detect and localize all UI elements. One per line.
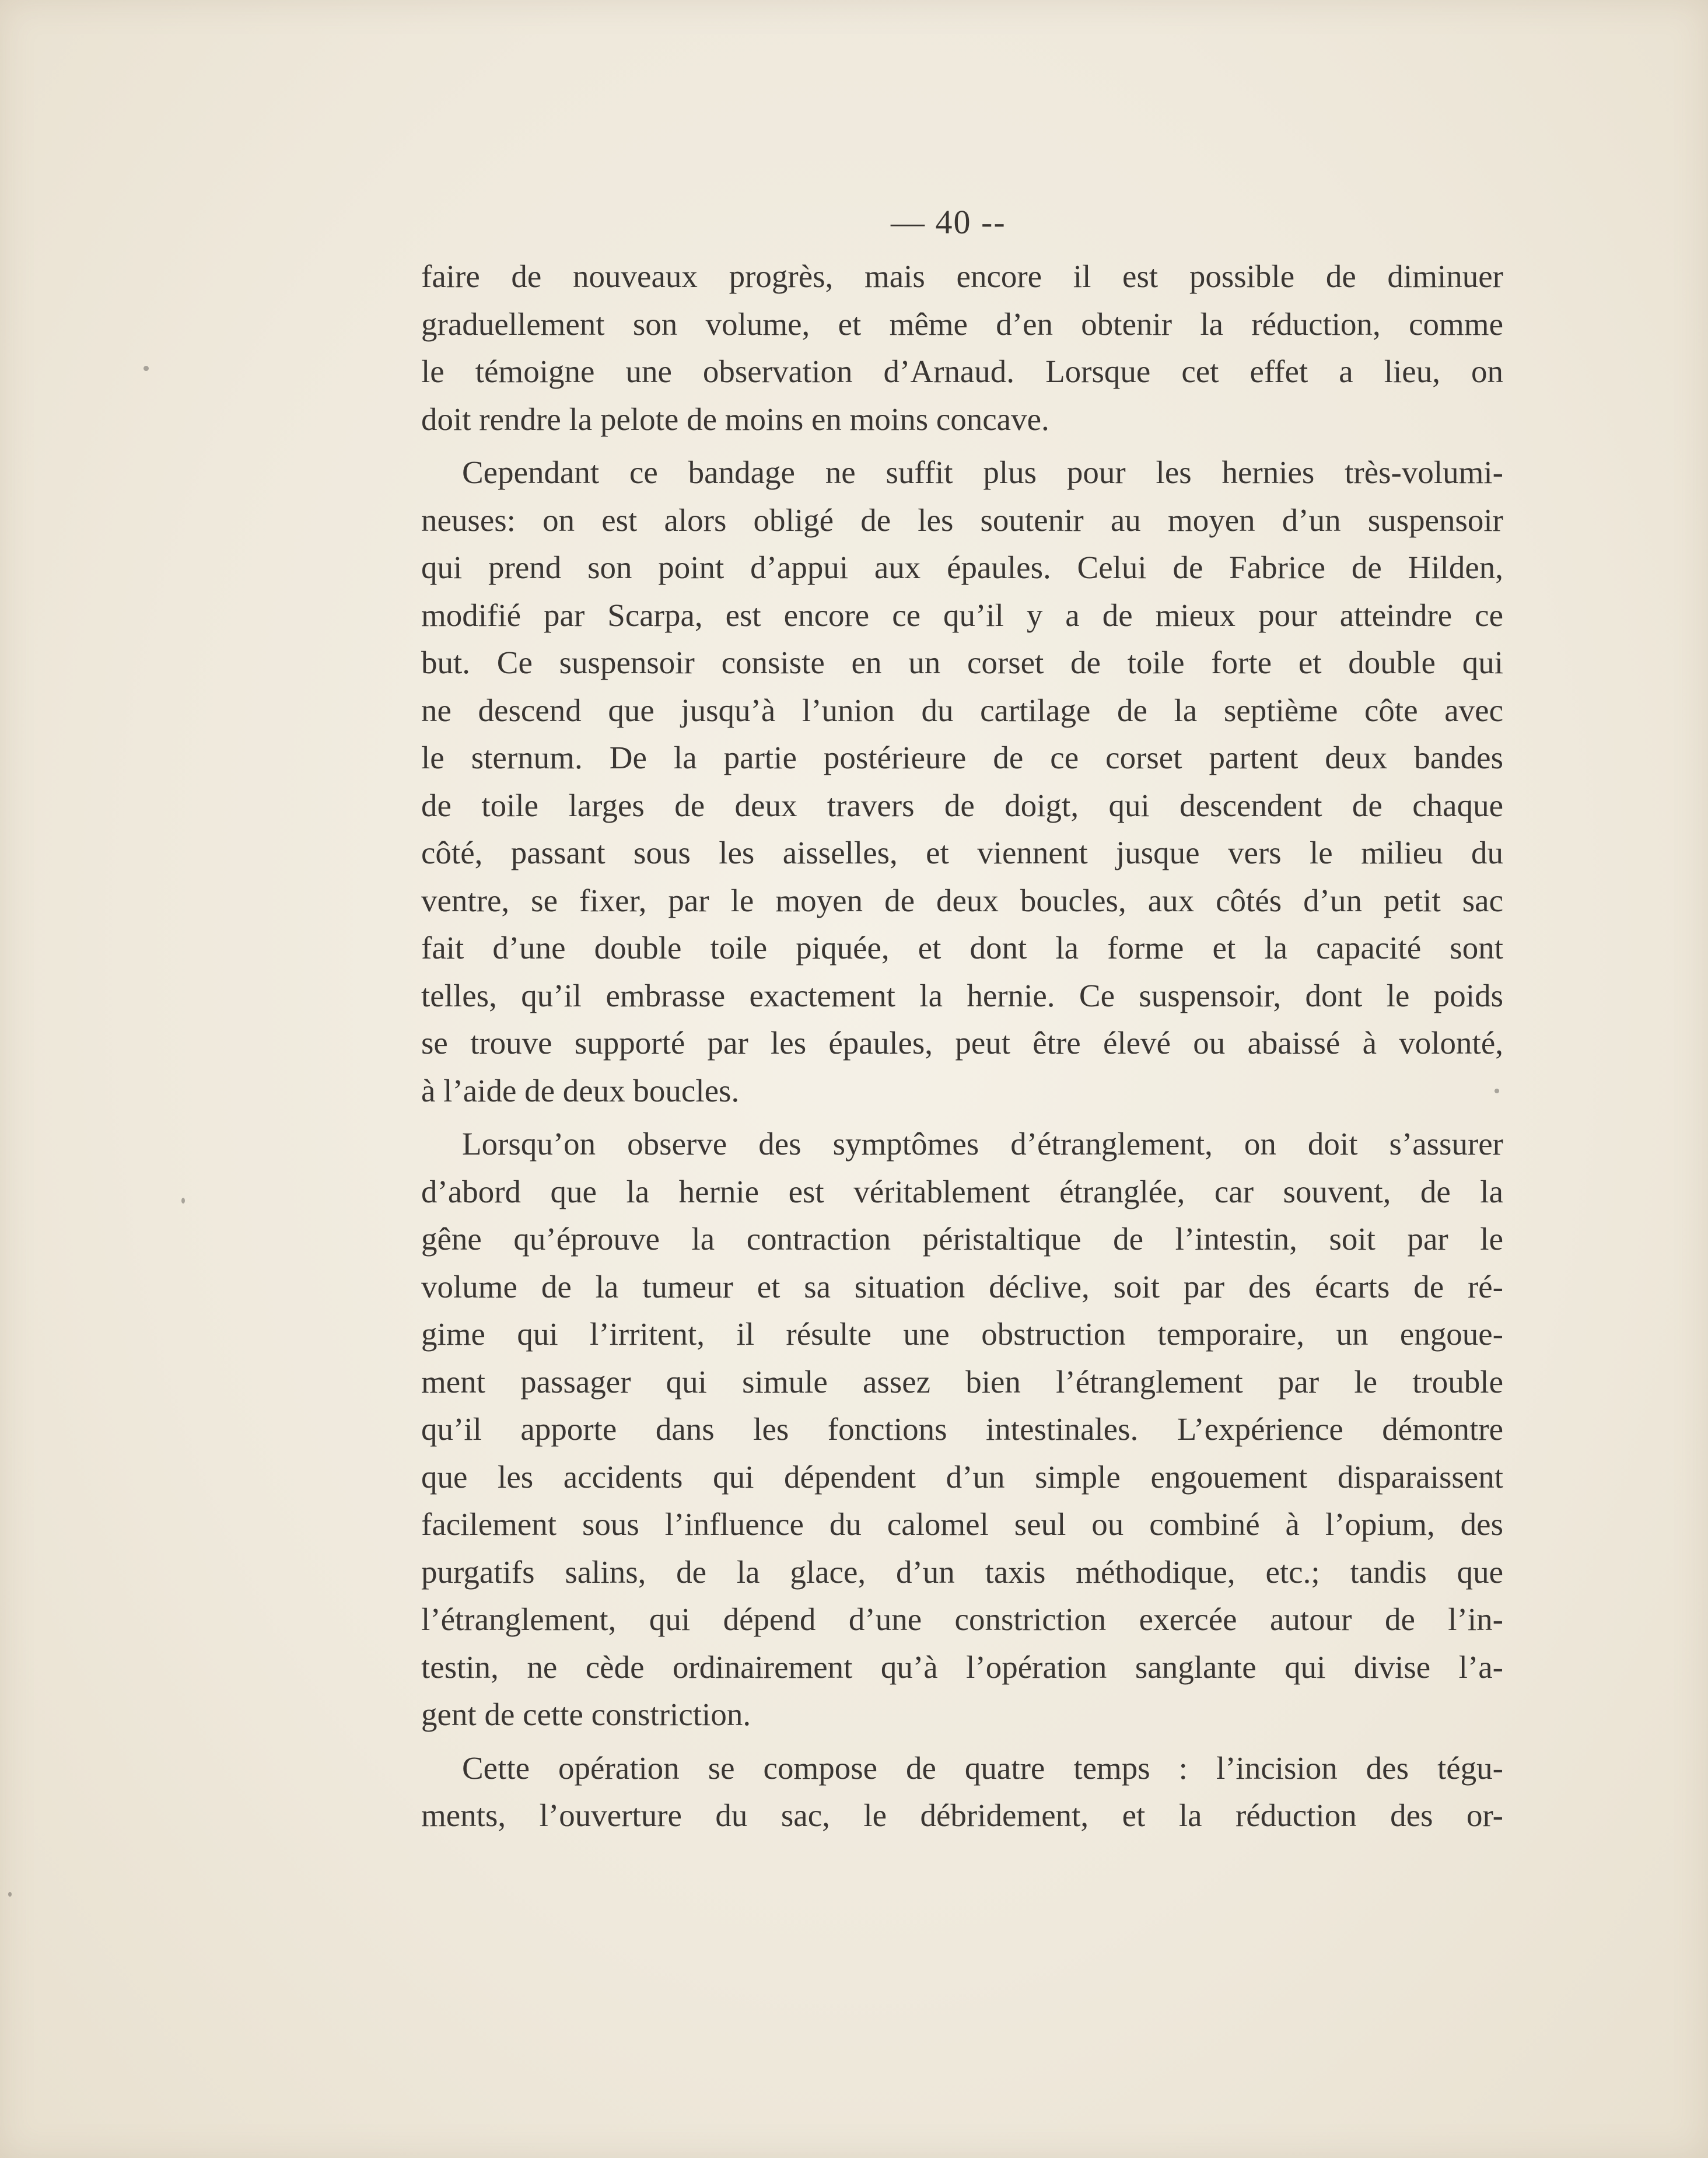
text-line: volume de la tumeur et sa situation déclive, soit par des écarts de ré- bbox=[421, 1268, 1503, 1304]
text-line: ment passager qui simule assez bien l’étranglement par le trouble bbox=[421, 1363, 1503, 1400]
paragraph-2 bbox=[421, 449, 1503, 1114]
text-line: Cette opération se compose de quatre temps : l’incision des tégu- bbox=[462, 1750, 1503, 1786]
paragraph-3 bbox=[421, 1120, 1503, 1739]
text-line: d’abord que la hernie est véritablement étranglée, car souvent, de la bbox=[421, 1173, 1503, 1209]
text-line: telles, qu’il embrasse exactement la hernie. Ce suspensoir, dont le poids bbox=[421, 977, 1503, 1013]
text-line: neuses: on est alors obligé de les soutenir au moyen d’un suspensoir bbox=[421, 502, 1503, 538]
text-line: fait d’une double toile piquée, et dont la forme et la capacité sont bbox=[421, 930, 1503, 966]
body-text bbox=[421, 253, 1503, 1839]
text-line: ventre, se fixer, par le moyen de deux boucles, aux côtés d’un petit sac bbox=[421, 882, 1503, 918]
text-line: faire de nouveaux progrès, mais encore il est possible de diminuer bbox=[421, 258, 1503, 294]
text-line: ments, l’ouverture du sac, le débridement, et la réduction des or- bbox=[421, 1797, 1503, 1833]
paper-speck bbox=[8, 1892, 12, 1897]
text-line: Cependant ce bandage ne suffit plus pour les hernies très-volumi- bbox=[462, 454, 1503, 490]
paper-speck bbox=[144, 366, 149, 371]
page-number: — 40 -- bbox=[891, 203, 1006, 241]
text-line: but. Ce suspensoir consiste en un corset de toile forte et double qui bbox=[421, 645, 1503, 680]
text-line: gent de cette constriction. bbox=[421, 1697, 751, 1732]
text-line: que les accidents qui dépendent d’un simple engouement disparaissent bbox=[421, 1459, 1503, 1495]
text-line: le sternum. De la partie postérieure de ce corset partent deux bandes bbox=[421, 740, 1503, 775]
paragraph-1 bbox=[421, 253, 1503, 443]
text-line: modifié par Scarpa, est encore ce qu’il y a de mieux pour atteindre ce bbox=[421, 597, 1503, 633]
text-line: à l’aide de deux boucles. bbox=[421, 1072, 740, 1108]
text-line: gime qui l’irritent, il résulte une obstruction temporaire, un engoue- bbox=[421, 1316, 1503, 1352]
text-line: doit rendre la pelote de moins en moins concave. bbox=[421, 401, 1049, 437]
text-line: purgatifs salins, de la glace, d’un taxis méthodique, etc.; tandis que bbox=[421, 1554, 1503, 1590]
text-line: facilement sous l’influence du calomel seul ou combiné à l’opium, des bbox=[421, 1506, 1503, 1542]
text-line: se trouve supporté par les épaules, peut être élevé ou abaissé à volonté, bbox=[421, 1025, 1503, 1061]
text-line: le témoigne une observation d’Arnaud. Lorsque cet effet a lieu, on bbox=[421, 354, 1503, 389]
text-line: testin, ne cède ordinairement qu’à l’opération sanglante qui divise l’a- bbox=[421, 1649, 1503, 1685]
text-line: de toile larges de deux travers de doigt, qui descendent de chaque bbox=[421, 787, 1503, 823]
paper-speck bbox=[1494, 1089, 1499, 1093]
text-line: gêne qu’éprouve la contraction péristaltique de l’intestin, soit par le bbox=[421, 1221, 1503, 1257]
text-line: qui prend son point d’appui aux épaules. Celui de Fabrice de Hilden, bbox=[421, 550, 1503, 585]
text-line: Lorsqu’on observe des symptômes d’étranglement, on doit s’assurer bbox=[462, 1126, 1503, 1162]
paragraph-4 bbox=[421, 1744, 1503, 1839]
text-line: qu’il apporte dans les fonctions intestinales. L’expérience démontre bbox=[421, 1411, 1503, 1447]
text-line: ne descend que jusqu’à l’union du cartilage de la septième côte avec bbox=[421, 692, 1503, 728]
text-line: l’étranglement, qui dépend d’une constriction exercée autour de l’in- bbox=[421, 1601, 1503, 1637]
text-line: côté, passant sous les aisselles, et viennent jusque vers le milieu du bbox=[421, 835, 1503, 870]
paper-speck bbox=[181, 1198, 185, 1204]
text-line: graduellement son volume, et même d’en obtenir la réduction, comme bbox=[421, 306, 1503, 342]
